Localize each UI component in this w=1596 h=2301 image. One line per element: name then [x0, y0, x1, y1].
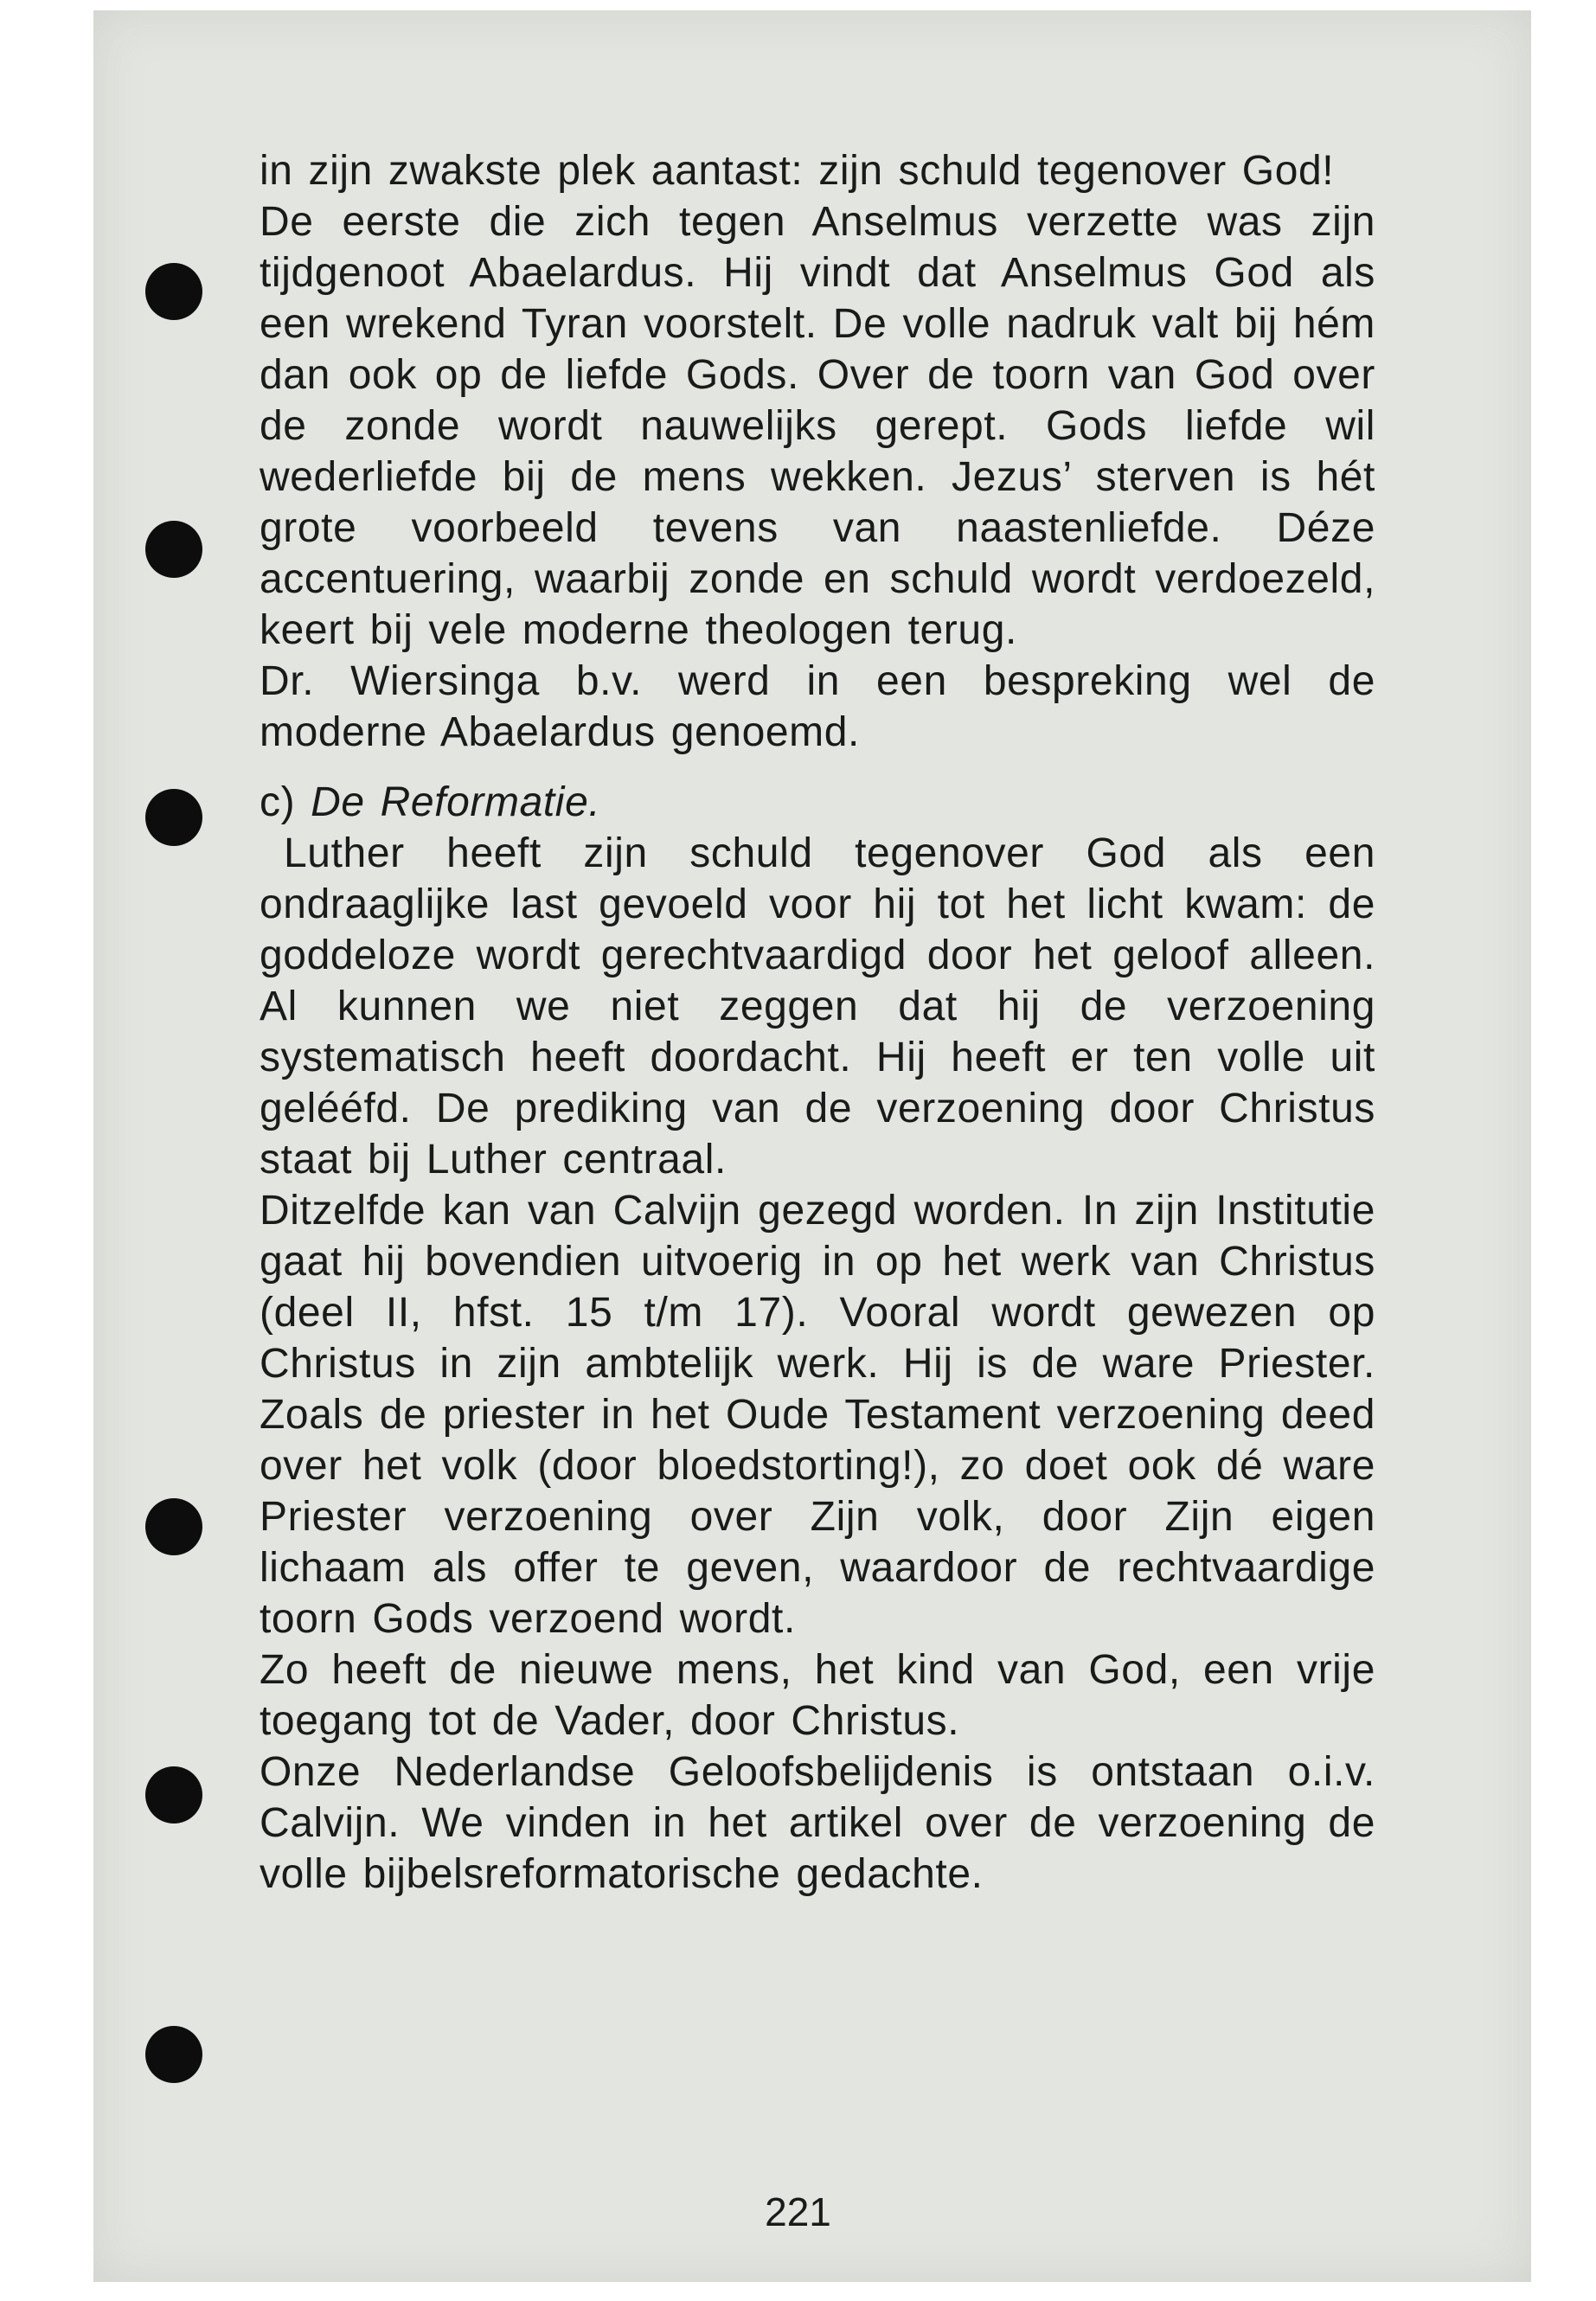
punch-hole [145, 1766, 202, 1823]
paragraph-anselmus-end: in zijn zwakste plek aantast: zijn schuld tegenover God! [260, 148, 1335, 194]
section-heading [260, 777, 1375, 828]
page-body [260, 145, 1375, 1900]
paragraph-nieuwe-mens: Zo heeft de nieuwe mens, het kind van God, een vrije toegang tot de Vader, door Christus. [260, 1647, 1375, 1744]
punch-hole [145, 521, 202, 578]
section-marker: c) [260, 779, 296, 825]
punch-hole [145, 263, 202, 320]
paragraph-geloofsbelijdenis: Onze Nederlandse Geloofsbelijdenis is ontstaan o.i.v. Calvijn. We vinden in het artikel over de verzoening de volle bijbelsreformatorische gedachte. [260, 1749, 1375, 1897]
punch-hole [145, 1498, 202, 1555]
paragraph-calvijn: Ditzelfde kan van Calvijn gezegd worden. In zijn Institutie gaat hij bovendien uitvoerig in op het werk van Christus (deel II, hfst. 15 t/m 17). Vooral wordt gewezen op Christus in zijn ambtelijk werk. Hij is de ware Priester. Zoals de priester in het Oude Testament verzoening deed over het volk (door bloedstorting!), zo doet ook dé ware Priester verzoening over Zijn volk, door Zijn eigen lichaam als offer te geven, waardoor de rechtvaardige toorn Gods verzoend wordt. [260, 1188, 1375, 1642]
punch-hole [145, 2026, 202, 2083]
punch-hole [145, 789, 202, 846]
paragraph-luther: Luther heeft zijn schuld tegenover God als een ondraaglijke last gevoeld voor hij tot het licht kwam: de goddeloze wordt gerechtvaardigd door het geloof alleen. Al kunnen we niet zeggen dat hij de verzoening systematisch heeft doordacht. Hij heeft er ten volle uit gelééfd. De prediking van de verzoening door Christus staat bij Luther centraal. [260, 830, 1375, 1183]
paragraph-wiersinga: Dr. Wiersinga b.v. werd in een bespreking wel de moderne Abaelardus genoemd. [260, 658, 1375, 755]
section-title: De Reformatie. [311, 779, 601, 825]
paragraph-abaelardus: De eerste die zich tegen Anselmus verzette was zijn tijdgenoot Abaelardus. Hij vindt dat Anselmus God als een wrekend Tyran voorstelt. De volle nadruk valt bij hém dan ook op de liefde Gods. Over de toorn van God over de zonde wordt nauwelijks gerept. Gods liefde wil wederliefde bij de mens wekken. Jezus’ sterven is hét grote voorbeeld tevens van naastenliefde. Déze accentuering, waarbij zonde en schuld wordt verdoezeld, keert bij vele moderne theologen terug. [260, 199, 1375, 653]
page-number: 221 [765, 2189, 831, 2234]
